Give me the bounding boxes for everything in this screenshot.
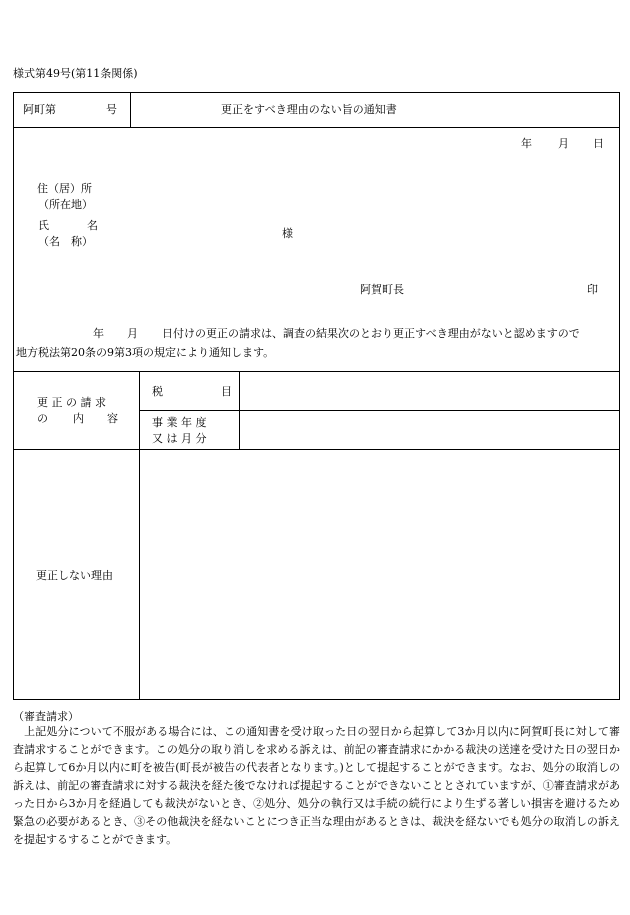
notice-bottom-border [13, 371, 620, 372]
notice-line2: 地方税法第20条の9第3項の規定により通知します。 [16, 346, 275, 359]
frame-left-border [13, 92, 14, 700]
notice-line1: 日付けの更正の請求は、調査の結果次のとおり更正すべき理由がないと認めますので [162, 327, 580, 340]
request-label-line1: 更 正 の 請 求 [37, 396, 106, 409]
doc-number-suffix: 号 [106, 103, 117, 116]
notice-year: 年 [93, 327, 104, 340]
address-label: 住（居）所 [37, 182, 92, 195]
date-year: 年 [521, 137, 532, 150]
name-label-b: 名 [87, 219, 98, 232]
review-heading: （審査請求） [13, 710, 79, 723]
business-year-label-line2: 又 は 月 分 [152, 432, 207, 445]
business-year-label-line1: 事 業 年 度 [152, 416, 207, 429]
notice-month: 月 [127, 327, 138, 340]
frame-bottom-border [13, 699, 620, 700]
name-label-a: 氏 [38, 219, 49, 232]
tax-item-label-b: 目 [221, 385, 232, 398]
review-body: 上記処分について不服がある場合には、この通知書を受け取った日の翌日から起算して3か月以内に阿賀町長に対して審査請求することができます。この処分の取り消しを求める訴えは、前記の審査請求にかかる裁決の送達を受けた日の翌日から起算して6か月以内に町を被告(町長が被告の代表者となります。)として提起することができます。なお、処分の取消しの訴えは、前記の審査請求に対する裁決を経た後でなければ提起することができないこととされていますが、①審査請求があった日から3か月を経過しても裁決がないとき、②処分、処分の執行又は手続の続行により生ずる著しい損害を避けるため緊急の必要があるとき、③その他裁決を経ないことにつき正当な理由があるときは、裁決を経ないでも処分の取消しの訴えを提起するすることができます。 [13, 725, 620, 846]
header-divider [130, 92, 131, 128]
request-label-you: 容 [107, 412, 118, 425]
request-label-no: の [37, 412, 48, 425]
seal-mark: 印 [587, 283, 598, 296]
frame-right-border [619, 92, 620, 700]
request-row-divider [139, 410, 620, 411]
reason-label: 更正しない理由 [36, 569, 113, 582]
form-number: 様式第49号(第11条関係) [13, 67, 138, 80]
issuer-name: 阿賀町長 [360, 283, 404, 296]
request-label-nai: 内 [73, 412, 84, 425]
doc-number-prefix: 阿町第 [23, 103, 56, 116]
name-sub-a: （名 [38, 235, 60, 248]
tax-item-label-a: 税 [152, 385, 163, 398]
header-bottom-border [13, 127, 620, 128]
name-sub-b: 称） [71, 235, 93, 248]
label-column-divider [139, 371, 140, 700]
request-bottom-border [13, 449, 620, 450]
honorific: 様 [282, 227, 293, 240]
frame-top-border [13, 92, 620, 93]
address-sub-label: （所在地） [38, 198, 93, 211]
document-title: 更正をすべき理由のない旨の通知書 [221, 103, 397, 116]
date-day: 日 [593, 137, 604, 150]
date-month: 月 [558, 137, 569, 150]
